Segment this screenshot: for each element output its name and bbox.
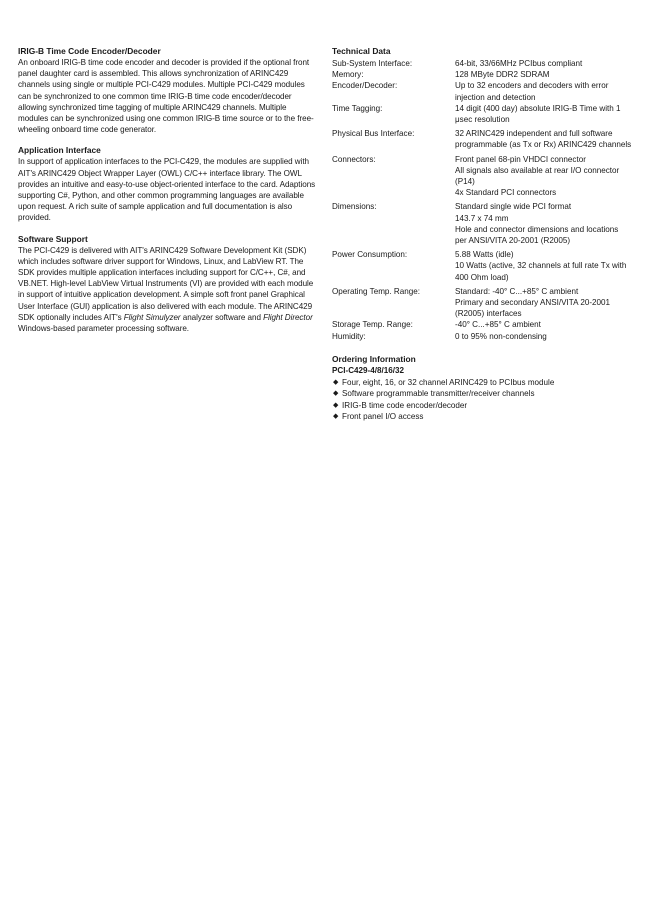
spec-value-line: -40° C...+85° C ambient <box>455 320 541 330</box>
spec-value-line: 143.7 x 74 mm <box>455 213 509 223</box>
diamond-bullet-icon: ◆ <box>333 401 339 409</box>
diamond-bullet-icon: ◆ <box>333 378 339 386</box>
spec-key: Physical Bus Interface: <box>332 129 415 139</box>
ordering-item-text: Four, eight, 16, or 32 channel ARINC429 to PCIbus module <box>342 377 555 387</box>
spec-value-line: 128 MByte DDR2 SDRAM <box>455 70 550 80</box>
spec-value-line: Hole and connector dimensions and locations per ANSI/VITA 20-2001 (R2005) <box>455 224 619 246</box>
product-name-flight-director: Flight Director <box>263 312 313 322</box>
spec-row <box>332 331 632 342</box>
spec-row <box>332 128 632 150</box>
section-body: In support of application interfaces to the PCI-C429, the modules are supplied with AIT's ARINC429 Object Wrapper Layer (OWL) C/C++ interface library. The OWL provides an intuitive and easy-to-use object-oriented interface to the card. Adaptions supporting C#, Python, and other common programming languages are available upon request. A rich suite of sample application and full documentation is also provided. <box>18 157 316 223</box>
right-column <box>332 46 632 423</box>
spec-row <box>332 58 632 69</box>
spec-row <box>332 249 632 283</box>
spec-value-line: Front panel 68-pin VHDCI connector <box>455 154 586 164</box>
spec-value-line: 10 Watts (active, 32 channels at full rate Tx with 400 Ohm load) <box>455 261 627 282</box>
body-text: Windows-based parameter processing software. <box>18 324 189 334</box>
spec-key: Dimensions: <box>332 202 377 212</box>
section-title: Application Interface <box>18 145 101 156</box>
ordering-item-text: Front panel I/O access <box>342 412 424 422</box>
spec-key: Operating Temp. Range: <box>332 286 421 296</box>
spec-value-line: Primary and secondary ANSI/VITA 20-2001 (R2005) interfaces <box>455 298 611 319</box>
spec-value <box>455 154 632 199</box>
section-application-interface <box>18 145 318 223</box>
ordering-item <box>332 377 632 388</box>
section-software-support <box>18 234 318 335</box>
spec-key: Sub-System Interface: <box>332 59 413 68</box>
body-text: The PCI-C429 is delivered with AIT's ARINC429 Software Development Kit (SDK) which includes software driver support for Windows, Linux, and LabView RT. The SDK provides multiple application interfaces including support for C/C++, C#, and VB.NET. High-level LabView Virtual Instruments (VI) are provided with each module in support of intuitive application development. A simple soft front panel Graphical User Interface (GUI) application is also delivered with each module. The ARINC429 SDK optionally includes AIT's <box>18 245 314 322</box>
spec-row <box>332 69 632 80</box>
spec-row <box>332 201 632 246</box>
spec-value-line: All signals also available at rear I/O connector (P14) <box>455 165 620 187</box>
ordering-info-title: Ordering Information <box>332 353 416 364</box>
spec-value <box>455 319 632 330</box>
spec-value <box>455 58 632 69</box>
spec-value-line: Up to 32 encoders and decoders with error injection and detection <box>455 81 609 102</box>
ordering-item-text: IRIG-B time code encoder/decoder <box>342 400 468 410</box>
spec-value <box>455 286 632 320</box>
spec-key: Power Consumption: <box>332 250 408 260</box>
spec-value-line: Standard single wide PCI format <box>455 202 572 212</box>
spec-key: Humidity: <box>332 331 366 341</box>
technical-data-title: Technical Data <box>332 46 391 56</box>
spec-row <box>332 154 632 199</box>
ordering-item <box>332 400 632 411</box>
left-column <box>18 46 318 344</box>
spec-row <box>332 286 632 320</box>
spec-value-line: Standard: -40° C...+85° C ambient <box>455 286 579 296</box>
ordering-item <box>332 411 632 422</box>
spec-value <box>455 201 632 246</box>
spec-value <box>455 249 632 283</box>
spec-value-line: 14 digit (400 day) absolute IRIG-B Time with 1 μsec resolution <box>455 103 621 125</box>
spec-key: Encoder/Decoder: <box>332 81 398 91</box>
spec-value-line: 5.88 Watts (idle) <box>455 250 514 260</box>
diamond-bullet-icon: ◆ <box>333 390 339 398</box>
ordering-part-number: PCI-C429-4/8/16/32 <box>332 365 404 375</box>
body-text: analyzer software and <box>180 312 264 322</box>
spec-key: Time Tagging: <box>332 103 383 113</box>
section-title: Software Support <box>18 233 88 244</box>
spec-value <box>455 80 632 102</box>
spec-value-line: 4x Standard PCI connectors <box>455 188 557 198</box>
spec-value-line: 0 to 95% non-condensing <box>455 331 547 341</box>
section-body <box>18 245 318 335</box>
ordering-item <box>332 388 632 399</box>
spec-table <box>332 58 632 342</box>
spec-row <box>332 103 632 125</box>
section-body: An onboard IRIG-B time code encoder and decoder is provided if the optional front panel daughter card is assembled. This allows synchronization of ARINC429 channels using single or multiple PCI-C429 modules. Multiple PCI-C429 modules can be synchronized to one common time IRIG-B time code encoder/decoder allowing synchronized time tagging of multiple ARINC429 channels. Multiple modules can be synchronized using one common IRIG-B time source or to the free-wheeling onboard time code generator. <box>18 58 314 135</box>
spec-key: Connectors: <box>332 154 376 164</box>
ordering-item-text: Software programmable transmitter/receiver channels <box>342 389 535 399</box>
spec-value <box>455 331 632 342</box>
spec-value-line: 64-bit, 33/66MHz PCIbus compliant <box>455 59 583 68</box>
spec-key: Memory: <box>332 70 364 80</box>
section-irig-b <box>18 46 318 135</box>
section-title: IRIG-B Time Code Encoder/Decoder <box>18 46 161 56</box>
diamond-bullet-icon: ◆ <box>333 413 339 421</box>
ordering-list <box>332 377 632 423</box>
spec-value-line: 32 ARINC429 independent and full software programmable (as Tx or Rx) ARINC429 channels <box>455 129 632 150</box>
spec-key: Storage Temp. Range: <box>332 320 413 330</box>
spec-row <box>332 319 632 330</box>
spec-value <box>455 128 632 150</box>
spec-value <box>455 69 632 80</box>
spec-value <box>455 103 632 125</box>
product-name-flight-simulyzer: Flight Simulyzer <box>123 312 181 322</box>
spec-row <box>332 80 632 102</box>
